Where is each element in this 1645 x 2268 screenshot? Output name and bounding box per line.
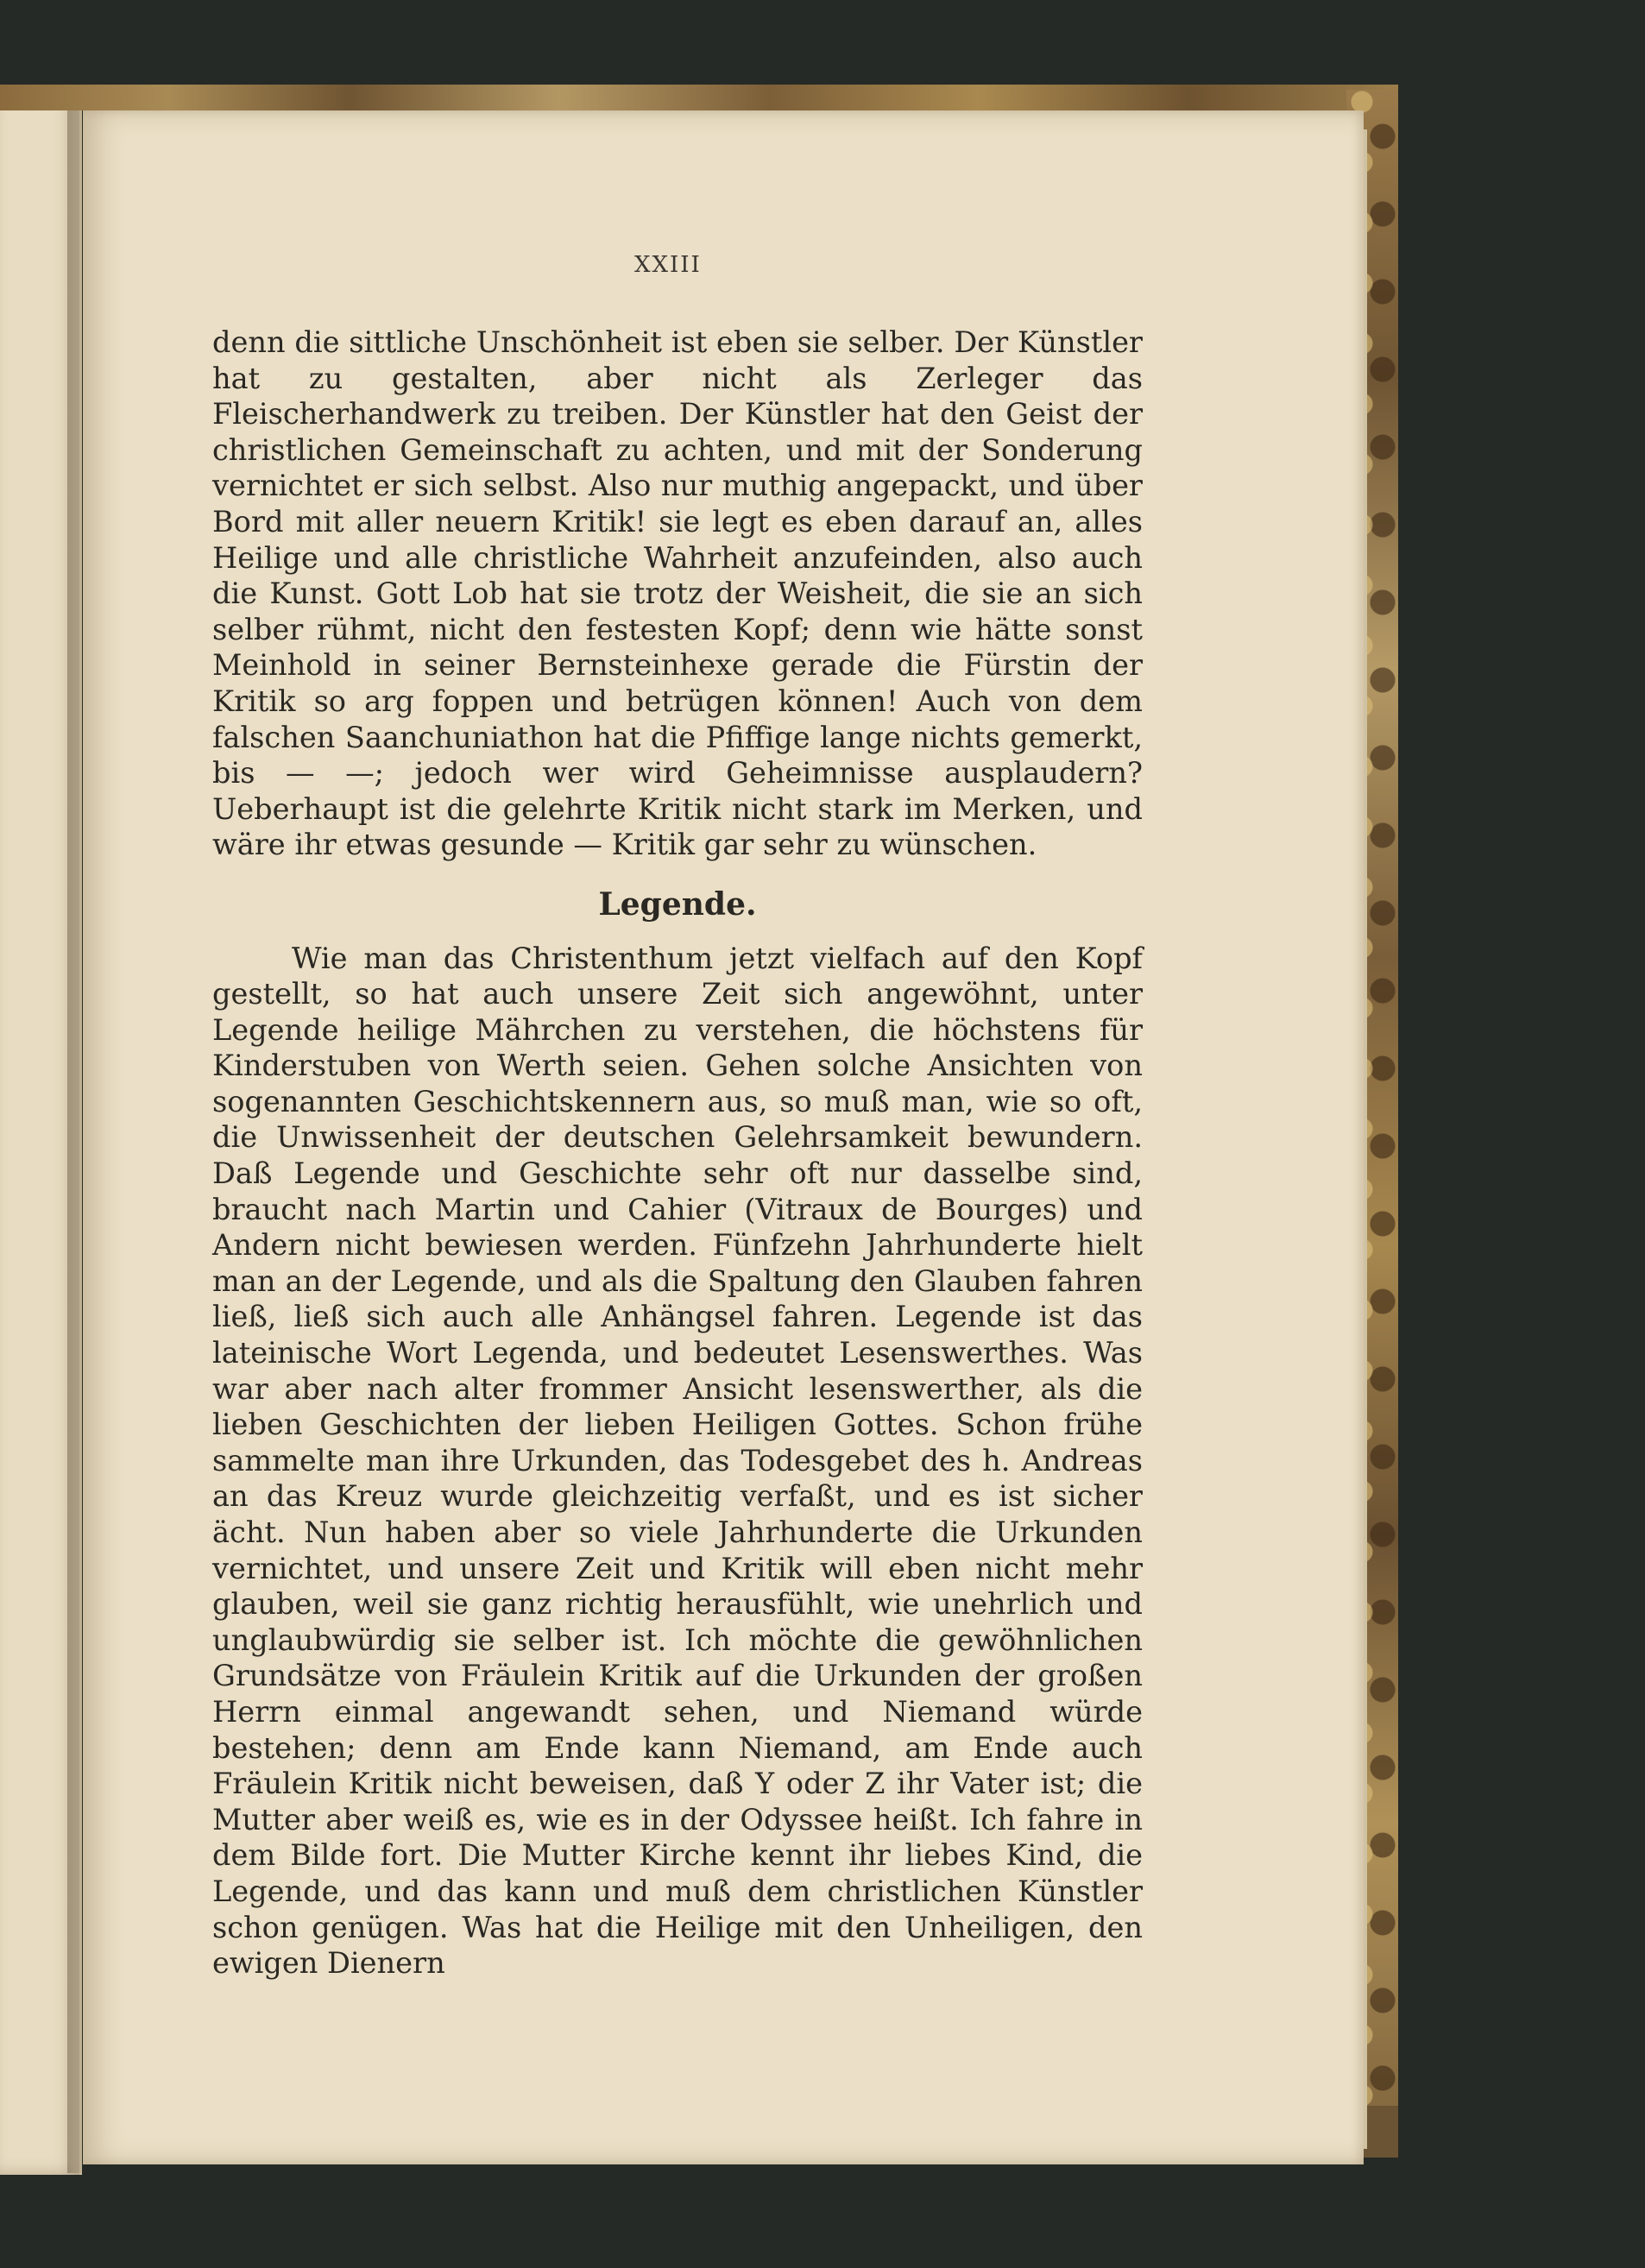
page-text — [212, 324, 1143, 1981]
section-heading: Legende. — [598, 885, 757, 923]
paragraph-2: Wie man das Christenthum jetzt vielfach auf den Kopf gestellt, so hat auch unsere Zeit sich angewöhnt, unter Legende heilige Mährchen zu verstehen, die höchstens für Kinderstuben von Werth seien. Gehen solche Ansichten von sogenannten Geschichtskennern aus, so muß man, wie so oft, die Unwissenheit der deutschen Gelehrsamkeit bewundern. Daß Legende und Geschichte sehr oft nur dasselbe sind, braucht nach Martin und Cahier (Vitraux de Bourges) und Andern nicht bewiesen werden. Fünfzehn Jahrhunderte hielt man an der Legende, und als die Spaltung den Glauben fahren ließ, ließ sich auch alle Anhängsel fahren. Legende ist das lateinische Wort Legenda, und bedeutet Lesenswerthes. Was war aber nach alter frommer Ansicht lesenswerther, als die lieben Geschichten der lieben Heiligen Gottes. Schon frühe sammelte man ihre Urkunden, das Todesgebet des h. Andreas an das Kreuz wurde gleichzeitig verfaßt, und es ist sicher ächt. Nun haben aber so viele Jahrhunderte die Urkunden vernichtet, und unsere Zeit und Kritik will eben nicht mehr glauben, weil sie ganz richtig herausfühlt, wie unehrlich und unglaubwürdig sie selber ist. Ich möchte die gewöhnlichen Grundsätze von Fräulein Kritik auf die Urkunden der großen Herrn einmal angewandt sehen, und Niemand würde bestehen; denn am Ende kann Niemand, am Ende auch Fräulein Kritik nicht beweisen, daß Y oder Z ihr Vater ist; die Mutter aber weiß es, wie es in der Odyssee heißt. Ich fahre in dem Bilde fort. Die Mutter Kirche kennt ihr liebes Kind, die Legende, und das kann und muß dem christlichen Künstler schon genügen. Was hat die Heilige mit den Unheiligen, den ewigen Dienern — [212, 941, 1143, 1981]
marbled-cover-top — [0, 85, 1398, 110]
page-number: XXIII — [634, 252, 702, 278]
paragraph-1: denn die sittliche Unschönheit ist eben sie selber. Der Künstler hat zu gestalten, aber nicht als Zerleger das Fleischerhandwerk zu treiben. Der Künstler hat den Geist der christlichen Gemeinschaft zu achten, und mit der Sonderung vernichtet er sich selbst. Also nur muthig angepackt, und über Bord mit aller neuern Kritik! sie legt es eben darauf an, alles Heilige und alle christliche Wahrheit anzufeinden, also auch die Kunst. Gott Lob hat sie trotz der Weisheit, die sie an sich selber rühmt, nicht den festesten Kopf; denn wie hätte sonst Meinhold in seiner Bernsteinhexe gerade die Fürstin der Kritik so arg foppen und betrügen können! Auch von dem falschen Saanchuniathon hat die Pfiffige lange nichts gemerkt, bis — —; jedoch wer wird Geheimnisse ausplaudern? Ueberhaupt ist die gelehrte Kritik nicht stark im Merken, und wäre ihr etwas gesunde — Kritik gar sehr zu wünschen. — [212, 325, 1143, 862]
